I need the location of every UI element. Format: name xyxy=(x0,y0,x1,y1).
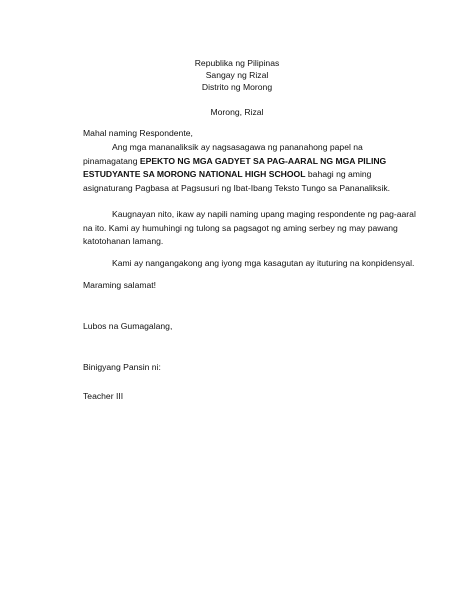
header-place: Morong, Rizal xyxy=(210,107,264,117)
header-district: Distrito ng Morong xyxy=(201,82,273,92)
paper-title-part-1: EPEKTO NG MGA GADYET SA PAG-AARAL NG MGA PILING xyxy=(139,155,387,166)
header-division: Sangay ng Rizal xyxy=(205,70,269,80)
paper-title-part-2: ESTUDYANTE SA MORONG NATIONAL HIGH SCHOOL xyxy=(83,169,306,180)
paragraph-1 xyxy=(83,142,391,194)
paragraph-1-line-3 xyxy=(83,169,385,180)
paragraph-1-line-4: asignaturang Pagbasa at Pagsusuri ng Ibat-Ibang Teksto Tungo sa Pananaliksik. xyxy=(83,183,391,194)
teacher-title: Teacher III xyxy=(83,391,124,401)
paragraph-2-line-2: na ito. Kami ay humuhingi ng tulong sa pagsagot ng aming serbey ng may pawang xyxy=(83,222,398,233)
paragraph-1-suffix: bahagi ng aming xyxy=(305,169,372,180)
paragraph-2-line-3: katotohanan lamang. xyxy=(83,236,164,247)
paragraph-1-line-1: Ang mga mananaliksik ay nagsasagawa ng pananahong papel na xyxy=(112,142,363,152)
paragraph-1-line-2 xyxy=(83,156,385,167)
header-republic: Republika ng Pilipinas xyxy=(194,58,280,68)
noted-by-line: Binigyang Pansin ni: xyxy=(83,362,161,372)
paragraph-3: Kami ay nangangakong ang iyong mga kasagutan ay ituturing na konpidensyal. xyxy=(112,258,415,268)
paragraph-1-prefix: pinamagatang xyxy=(83,155,140,166)
closing-line: Lubos na Gumagalang, xyxy=(83,321,173,331)
thanks-line: Maraming salamat! xyxy=(83,280,157,290)
paragraph-2-line-1: Kaugnayan nito, ikaw ay napili naming upang maging respondente ng pag-aaral xyxy=(112,209,416,219)
paragraph-2 xyxy=(83,209,416,247)
salutation: Mahal naming Respondente, xyxy=(83,128,193,138)
